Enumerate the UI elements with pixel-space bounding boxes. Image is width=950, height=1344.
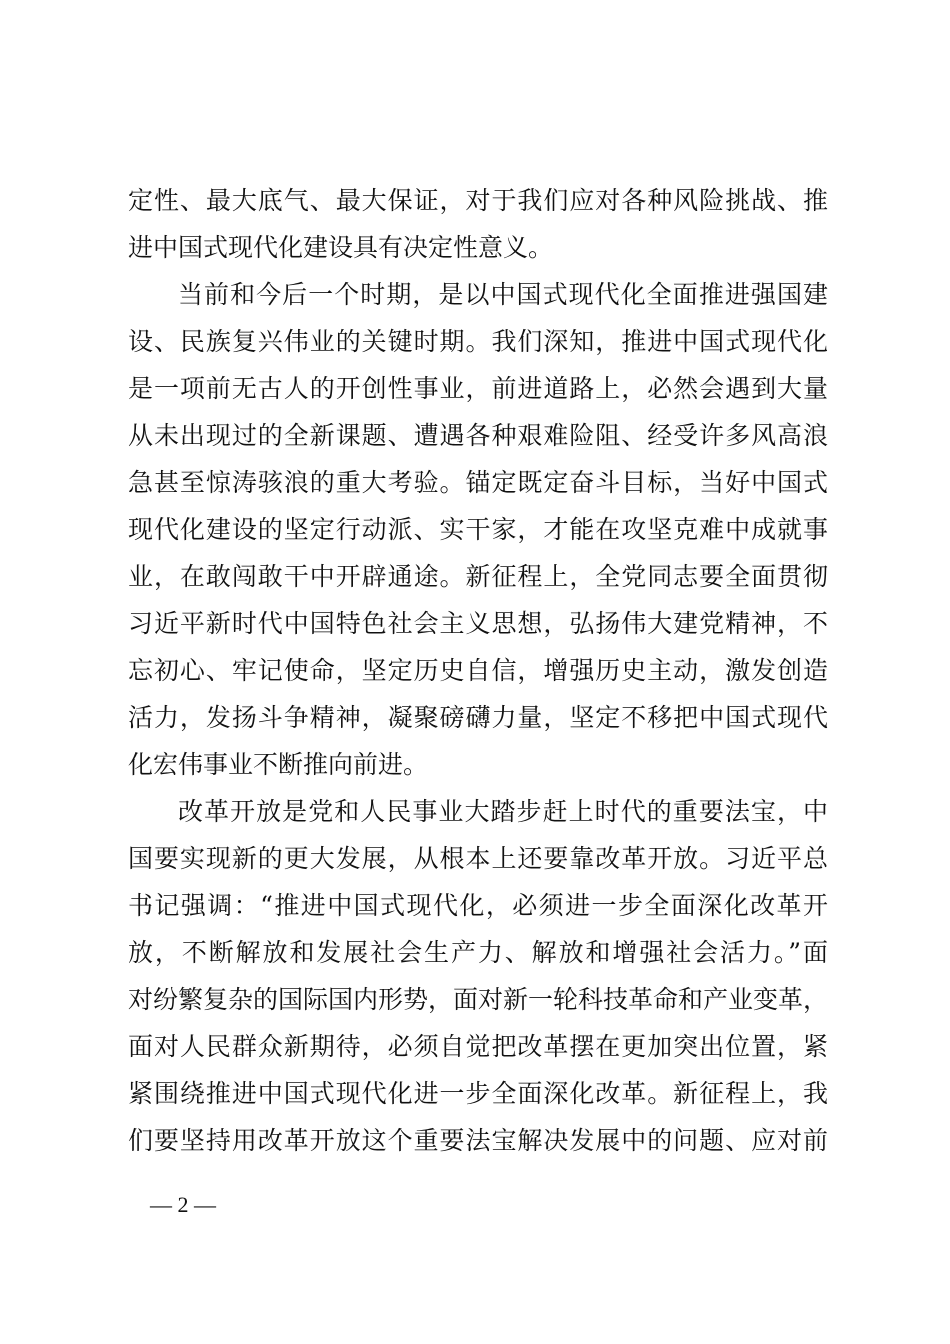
text-line: 忘初心、牢记使命，坚定历史自信，增强历史主动，激发创造 bbox=[128, 656, 828, 685]
text-line: 现代化建设的坚定行动派、实干家，才能在攻坚克难中成就事 bbox=[128, 515, 828, 544]
text-line: 面对人民群众新期待，必须自觉把改革摆在更加突出位置，紧 bbox=[128, 1032, 828, 1061]
text-line: 急甚至惊涛骇浪的重大考验。锚定既定奋斗目标，当好中国式 bbox=[128, 468, 828, 497]
text-line: 定性、最大底气、最大保证，对于我们应对各种风险挑战、推 bbox=[128, 186, 828, 215]
text-line: 习近平新时代中国特色社会主义思想，弘扬伟大建党精神，不 bbox=[128, 609, 828, 638]
text-line: 们要坚持用改革开放这个重要法宝解决发展中的问题、应对前 bbox=[128, 1126, 828, 1155]
paragraph-start-line: 当前和今后一个时期，是以中国式现代化全面推进强国建 bbox=[178, 280, 828, 309]
text-line: 设、民族复兴伟业的关键时期。我们深知，推进中国式现代化 bbox=[128, 327, 828, 356]
page-number: — 2 — bbox=[150, 1192, 216, 1217]
text-line: 放，不断解放和发展社会生产力、解放和增强社会活力。”面 bbox=[128, 938, 828, 967]
text-line: 从未出现过的全新课题、遭遇各种艰难险阻、经受许多风高浪 bbox=[128, 421, 828, 450]
text-line: 书记强调：“推进中国式现代化，必须进一步全面深化改革开 bbox=[128, 891, 828, 920]
text-line: 活力，发扬斗争精神，凝聚磅礴力量，坚定不移把中国式现代 bbox=[128, 703, 828, 732]
document-body bbox=[128, 177, 828, 1164]
text-line: 化宏伟事业不断推向前进。 bbox=[128, 750, 429, 779]
text-line: 是一项前无古人的开创性事业，前进道路上，必然会遇到大量 bbox=[128, 374, 828, 403]
text-line: 紧围绕推进中国式现代化进一步全面深化改革。新征程上，我 bbox=[128, 1079, 828, 1108]
text-line: 国要实现新的更大发展，从根本上还要靠改革开放。习近平总 bbox=[128, 844, 828, 873]
text-line: 业，在敢闯敢干中开辟通途。新征程上，全党同志要全面贯彻 bbox=[128, 562, 828, 591]
text-line: 对纷繁复杂的国际国内形势，面对新一轮科技革命和产业变革， bbox=[128, 985, 829, 1014]
paragraph-start-line: 改革开放是党和人民事业大踏步赶上时代的重要法宝，中 bbox=[178, 797, 828, 826]
text-line: 进中国式现代化建设具有决定性意义。 bbox=[128, 233, 554, 262]
